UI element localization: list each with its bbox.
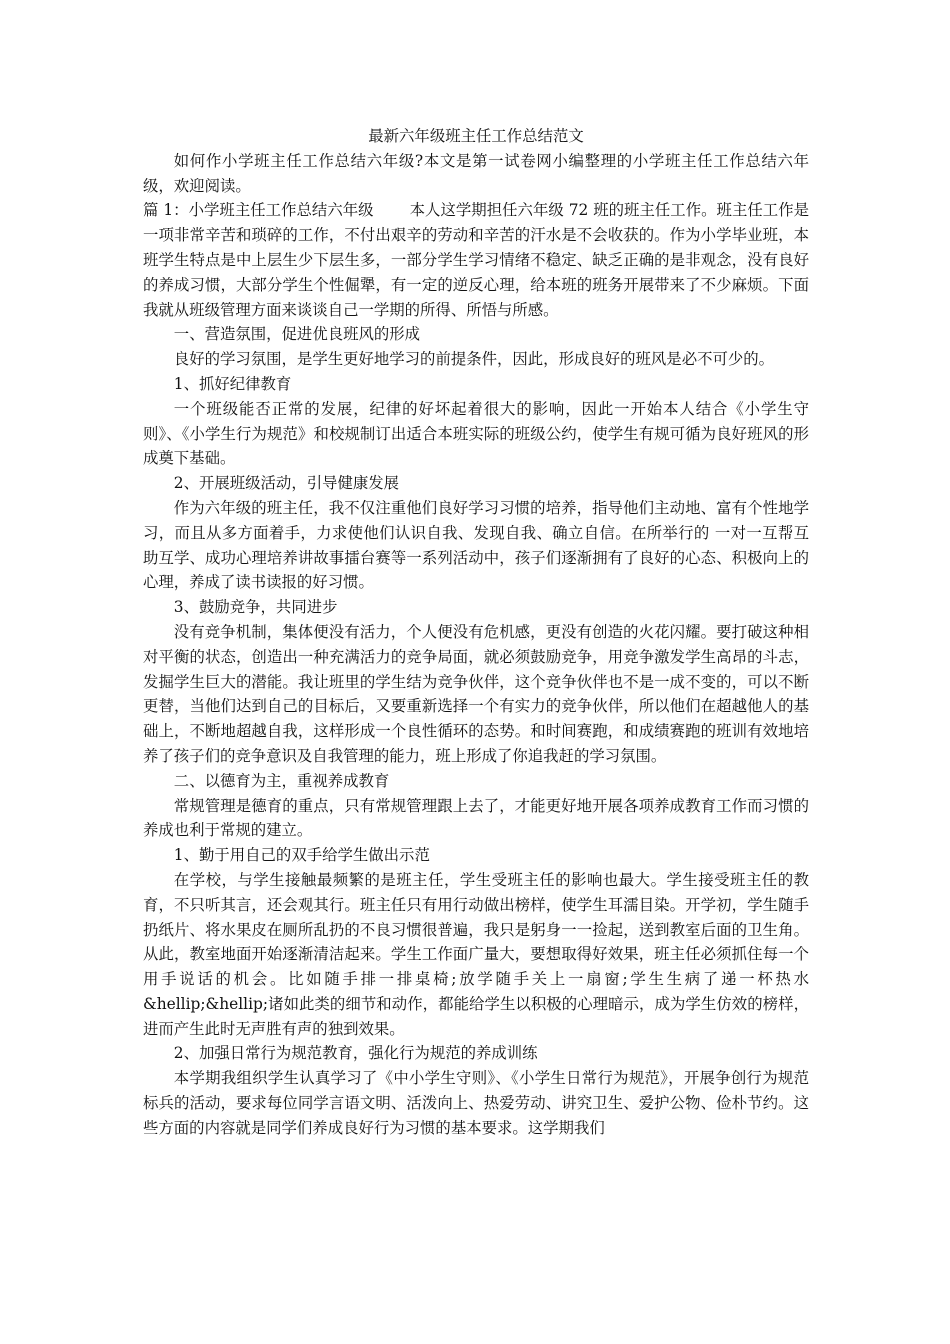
- document-page: [143, 124, 809, 1141]
- section-2-2-paragraph: 本学期我组织学生认真学习了《中小学生守则》、《小学生日常行为规范》，开展争创行为规范标兵的活动，要求每位同学言语文明、活泼向上、热爱劳动、讲究卫生、爱护公物、俭朴节约。这些方面的内容就是同学们养成良好行为习惯的基本要求。这学期我们: [143, 1069, 809, 1137]
- article-label: 篇 1：小学班主任工作总结六年级: [143, 201, 374, 220]
- article-first-text: 本人这学期担任六年级 72 班的班主任工作。班主任工作是一项非常辛苦和琐碎的工作，不付出艰辛的劳动和辛苦的汗水是不会收获的。作为小学毕业班，本班学生特点是中上层生少下层生多，一部分学生学习情绪不稳定、缺乏正确的是非观念，没有良好的养成习惯，大部分学生个性倔犟，有一定的逆反心理，给本班的班务开展带来了不少麻烦。下面我就从班级管理方面来谈谈自己一学期的所得、所悟与所感。: [143, 201, 809, 319]
- intro-paragraph: 如何作小学班主任工作总结六年级?本文是第一试卷网小编整理的小学班主任工作总结六年级，欢迎阅读。: [143, 151, 809, 195]
- section-2-1-heading: 1、勤于用自己的双手给学生做出示范: [173, 846, 430, 865]
- section-1-1-paragraph: 一个班级能否正常的发展，纪律的好坏起着很大的影响，因此一开始本人结合《小学生守则》、《小学生行为规范》和校规制订出适合本班实际的班级公约，使学生有规可循为良好班风的形成奠下基础。: [143, 399, 809, 468]
- article-paragraph: [143, 198, 809, 322]
- section-1-3-paragraph: 没有竞争机制，集体便没有活力，个人便没有危机感，更没有创造的火花闪耀。要打破这种相对平衡的状态，创造出一种充满活力的竞争局面，就必须鼓励竞争，用竞争激发学生高昂的斗志，发掘学生巨大的潜能。我让班里的学生结为竞争伙伴，这个竞争伙伴也不是一成不变的，可以不断更替，当他们达到自己的目标后，又要重新选择一个有实力的竞争伙伴，所以他们在超越他人的基础上，不断地超越自我，这样形成一个良性循环的态势。和时间赛跑，和成绩赛跑的班训有效地培养了孩子们的竞争意识及自我管理的能力，班上形成了你追我赶的学习氛围。: [143, 622, 809, 765]
- section-2-heading: 二、以德育为主，重视养成教育: [173, 771, 390, 790]
- section-1-3-heading: 3、鼓励竞争，共同进步: [173, 598, 338, 617]
- section-2-paragraph: 常规管理是德育的重点，只有常规管理跟上去了，才能更好地开展各项养成教育工作而习惯的养成也利于常规的建立。: [143, 796, 809, 840]
- document-title: 最新六年级班主任工作总结范文: [368, 127, 584, 145]
- section-1-2-heading: 2、开展班级活动，引导健康发展: [173, 474, 400, 493]
- section-1-paragraph: 良好的学习氛围，是学生更好地学习的前提条件，因此，形成良好的班风是必不可少的。: [173, 350, 775, 369]
- section-2-1-paragraph: 在学校，与学生接触最频繁的是班主任，学生受班主任的影响也最大。学生接受班主任的教育，不只听其言，还会观其行。班主任只有用行动做出榜样，使学生耳濡目染。开学初，学生随手扔纸片、将水果皮在厕所乱扔的不良习惯很普遍，我只是躬身一一捡起，送到教室后面的卫生角。从此，教室地面开始逐渐清洁起来。学生工作面广量大，要想取得好效果，班主任必须抓住每一个用手说话的机会。比如随手排一排桌椅;放学随手关上一扇窗;学生生病了递一杯热水&hellip;&hellip;诸如此类的细节和动作，都能给学生以积极的心理暗示，成为学生仿效的榜样，进而产生此时无声胜有声的独到效果。: [143, 870, 809, 1038]
- section-2-2-heading: 2、加强日常行为规范教育，强化行为规范的养成训练: [173, 1044, 538, 1063]
- section-1-heading: 一、营造氛围，促进优良班风的形成: [173, 325, 421, 344]
- section-1-1-heading: 1、抓好纪律教育: [173, 374, 292, 393]
- section-1-2-paragraph: 作为六年级的班主任，我不仅注重他们良好学习习惯的培养，指导他们主动地、富有个性地学习，而且从多方面着手，力求使他们认识自我、发现自我、确立自信。在所举行的 一对一互帮互助互学、成功心理培养讲故事擂台赛等一系列活动中，孩子们逐渐拥有了良好的心态、积极向上的心理，养成了读书读报的好习惯。: [143, 498, 809, 592]
